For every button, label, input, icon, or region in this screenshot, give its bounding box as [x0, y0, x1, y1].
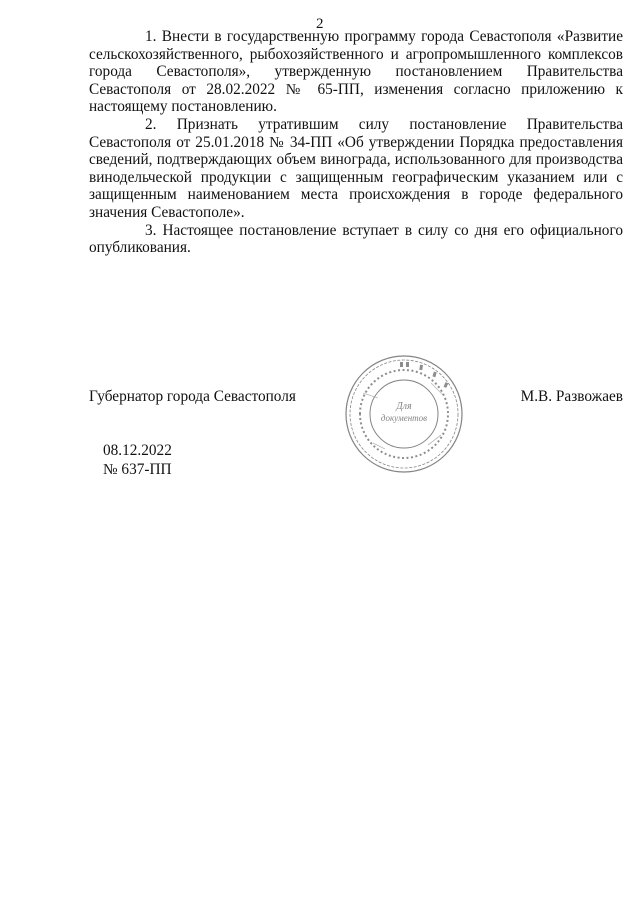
official-seal-stamp	[343, 353, 465, 475]
stamp-center-text-1: Для	[396, 401, 412, 412]
document-date: 08.12.2022	[103, 442, 172, 459]
signatory-position: Губернатор города Севастополя	[89, 388, 296, 405]
page-number: 2	[316, 16, 324, 32]
document-number: № 637-ПП	[103, 461, 172, 478]
paragraph-3: 3. Настоящее постановление вступает в силу со дня его официального опубликования.	[89, 221, 623, 257]
signatory-name: М.В. Развожаев	[520, 388, 623, 405]
stamp-center-text-2: документов	[380, 413, 428, 423]
document-meta	[103, 441, 172, 479]
paragraph-2: 2. Признать утратившим силу постановление Правительства Севастополя от 25.01.2018 № 34-ПП «Об утверждении Порядка предоставления сведений, подтверждающих объем винограда, использованного для производства винодельческой продукции с защищенным географическим указанием или с защищенным наименованием места происхождения в городе федерального значения Севастополе».	[89, 115, 623, 221]
document-body	[89, 28, 623, 257]
paragraph-1: 1. Внести в государственную программу города Севастополя «Развитие сельскохозяйственного, рыбохозяйственного и агропромышленного комплексов города Севастополя», утвержденную постановлением Правительства Севастополя от 28.02.2022 № 65-ПП, изменения согласно приложению к настоящему постановлению.	[89, 28, 623, 116]
